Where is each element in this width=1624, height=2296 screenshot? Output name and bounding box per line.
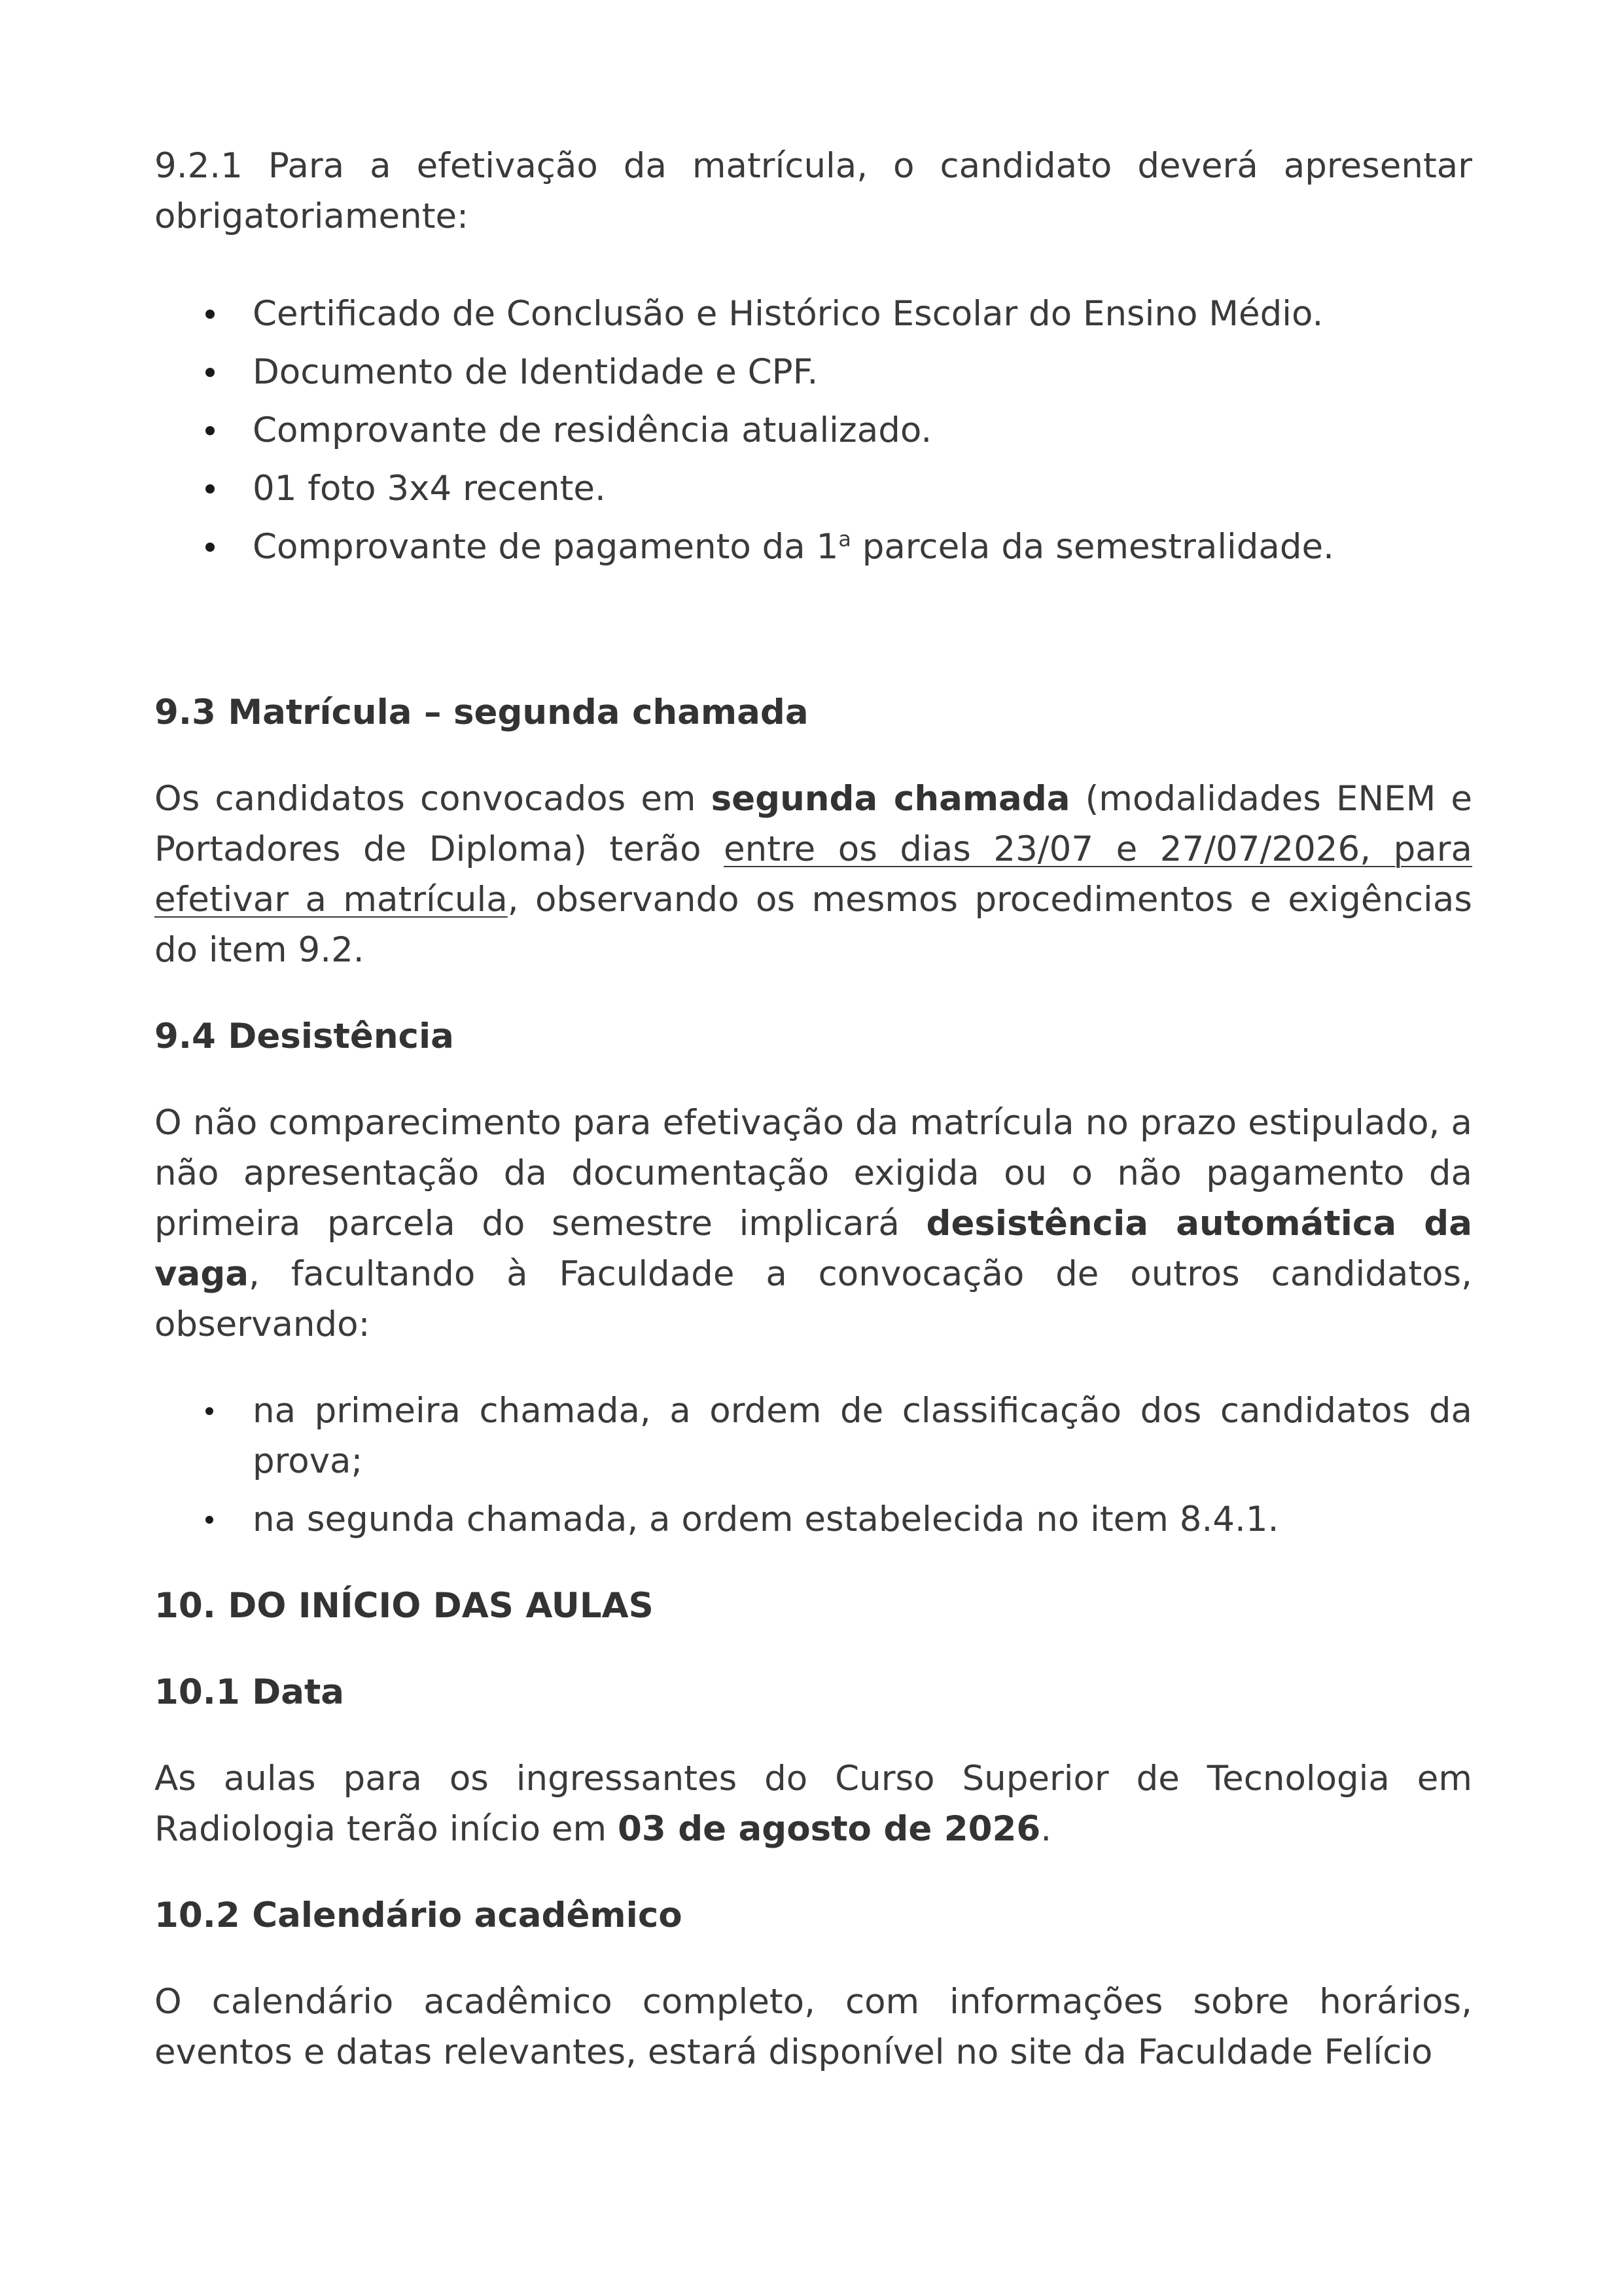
list-item-text: parcela da semestralidade. (851, 527, 1334, 567)
heading-9-3: 9.3 Matrícula – segunda chamada (154, 692, 809, 732)
list-item: na primeira chamada, a ordem de classificação dos candidatos da prova; (253, 1386, 1472, 1486)
bold-text: desistência automática da vaga (154, 1204, 1473, 1294)
document-page (154, 141, 1472, 2077)
required-documents-list (154, 285, 1472, 576)
list-item: 01 foto 3x4 recente. (253, 459, 1472, 518)
list-item-text: Comprovante de pagamento da 1 (253, 527, 839, 567)
text-run: , facultando à Faculdade a convocação de outros candidatos, observando: (154, 1254, 1472, 1344)
heading-10: 10. DO INÍCIO DAS AULAS (154, 1586, 654, 1626)
paragraph-9-3 (154, 774, 1472, 975)
text-run: O não comparecimento para efetivação da matrícula no prazo estipulado, a não apresentação da documentação exigida ou o não pagamento da primeira parcela do semestre implicará (154, 1103, 1472, 1244)
underlined-text: entre os dias 23/07 e 27/07/2026, para efetivar a matrícula (154, 829, 1473, 920)
text-run: . (1040, 1809, 1052, 1849)
paragraph-9-4 (154, 1098, 1472, 1350)
paragraph-10-2: O calendário acadêmico completo, com informações sobre horários, eventos e datas relevantes, estará disponível no site da Faculdade Felício (154, 1982, 1472, 2072)
paragraph-9-2-1: 9.2.1 Para a efetivação da matrícula, o candidato deverá apresentar obrigatoriamente: (154, 146, 1472, 236)
list-item: Documento de Identidade e CPF. (253, 343, 1472, 401)
text-run: As aulas para os ingressantes do Curso Superior de Tecnologia em Radiologia terão início em (154, 1759, 1472, 1849)
bold-text: 03 de agosto de 2026 (617, 1809, 1041, 1849)
list-item: Certificado de Conclusão e Histórico Escolar do Ensino Médio. (253, 285, 1472, 343)
observation-list (154, 1386, 1472, 1545)
text-run: , observando os mesmos procedimentos e exigências do item 9.2. (154, 880, 1472, 970)
list-item: na segunda chamada, a ordem estabelecida no item 8.4.1. (253, 1494, 1472, 1545)
bold-text: segunda chamada (711, 779, 1070, 819)
ordinal-superscript: a (838, 527, 851, 552)
list-item (253, 518, 1472, 576)
paragraph-10-1 (154, 1753, 1472, 1854)
heading-9-4: 9.4 Desistência (154, 1016, 454, 1056)
text-run: (modalidades ENEM e Portadores de Diploma) terão (154, 779, 1473, 869)
heading-10-1: 10.1 Data (154, 1672, 345, 1712)
heading-10-2: 10.2 Calendário acadêmico (154, 1895, 682, 1935)
text-run: Os candidatos convocados em (154, 779, 711, 819)
list-item: Comprovante de residência atualizado. (253, 401, 1472, 459)
